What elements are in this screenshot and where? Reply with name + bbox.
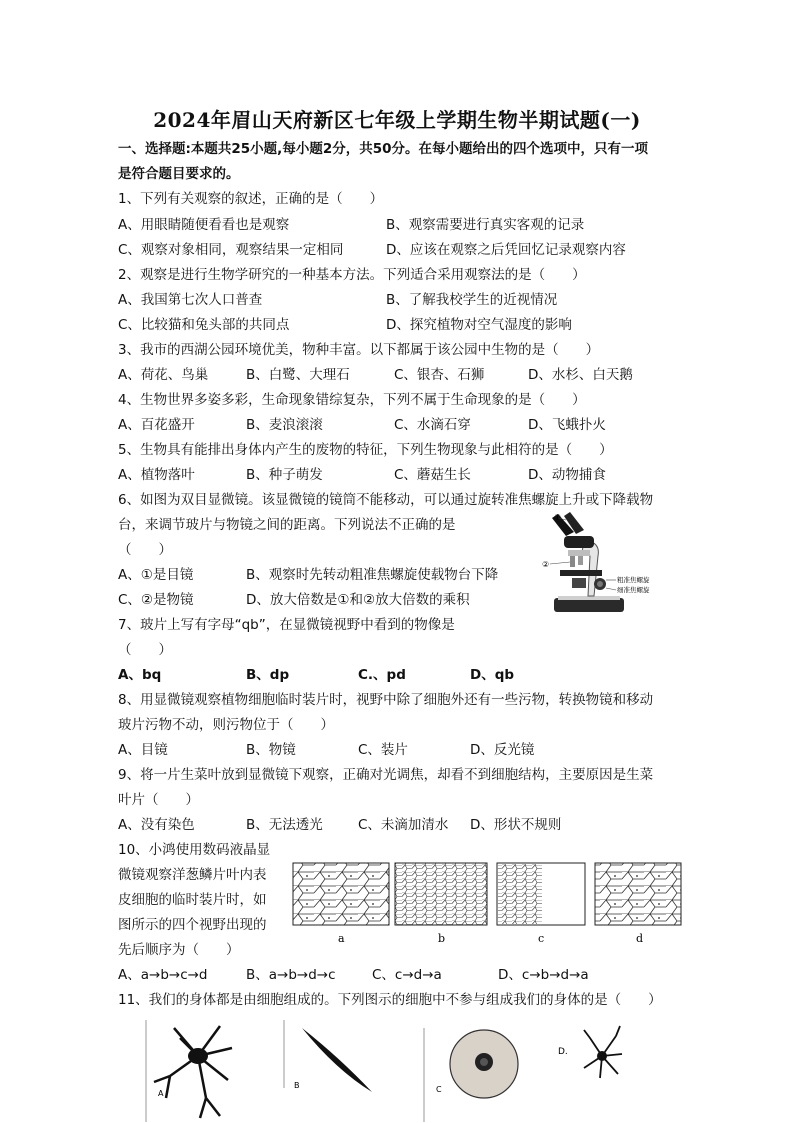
q4-option-a[interactable]: A、百花盛开 xyxy=(118,417,195,433)
label-1: ① xyxy=(554,513,562,522)
q1-option-d[interactable]: D、应该在观察之后凭回忆记录观察内容 xyxy=(386,242,626,258)
q8-stem-line2: 玻片污物不动，则污物位于（ ） xyxy=(118,717,334,733)
q9-option-b[interactable]: B、无法透光 xyxy=(246,817,323,833)
q8-option-d[interactable]: D、反光镜 xyxy=(470,742,535,758)
view-label-d: d xyxy=(636,932,644,945)
q10-stem-line1: 10、小鸿使用数码液晶显 xyxy=(118,842,271,858)
cell-label-c: C xyxy=(436,1085,442,1094)
label-2: ② xyxy=(542,560,550,569)
q10-stem-line5: 先后顺序为（ ） xyxy=(118,942,240,958)
q3-option-b[interactable]: B、白鹭、大理石 xyxy=(246,367,350,383)
q6-option-c[interactable]: C、②是物镜 xyxy=(118,592,194,608)
q3-stem: 3、我市的西湖公园环境优美，物种丰富。以下都属于该公园中生物的是（ ） xyxy=(118,342,600,358)
q8-option-b[interactable]: B、物镜 xyxy=(246,742,296,758)
label-fine-focus: 细准焦螺旋 xyxy=(617,586,650,594)
section-heading-line2: 是符合题目要求的。 xyxy=(118,166,240,182)
q6-option-d[interactable]: D、放大倍数是①和②放大倍数的乘积 xyxy=(246,592,470,608)
q10-stem-line4: 图所示的四个视野出现的 xyxy=(118,917,267,933)
cell-b-muscle xyxy=(284,1020,372,1092)
q2-option-b[interactable]: B、了解我校学生的近视情况 xyxy=(386,292,558,308)
q1-option-b[interactable]: B、观察需要进行真实客观的记录 xyxy=(386,217,585,233)
q6-answer-paren: （ ） xyxy=(118,542,172,558)
view-b xyxy=(395,863,487,925)
q9-option-d[interactable]: D、形状不规则 xyxy=(470,817,562,833)
q7-option-a[interactable]: A、bq xyxy=(118,667,162,683)
cell-c-round xyxy=(424,1028,518,1122)
cell-label-b: B xyxy=(294,1081,300,1090)
objective-lens xyxy=(570,556,575,567)
q11-stem: 11、我们的身体都是由细胞组成的。下列图示的细胞中不参与组成我们的身体的是（ ） xyxy=(118,992,662,1008)
q6-stem-line2: 台，来调节玻片与物镜之间的距离。下列说法不正确的是 xyxy=(118,517,456,533)
q8-option-a[interactable]: A、目镜 xyxy=(118,742,168,758)
q5-stem: 5、生物具有能排出身体内产生的废物的特征，下列生物现象与此相符的是（ ） xyxy=(118,442,613,458)
q8-stem-line1: 8、用显微镜观察植物细胞临时装片时，视野中除了细胞外还有一些污物，转换物镜和移动 xyxy=(118,692,654,708)
q4-stem: 4、生物世界多姿多彩，生命现象错综复杂，下列不属于生命现象的是（ ） xyxy=(118,392,586,408)
q3-option-d[interactable]: D、水杉、白天鹅 xyxy=(528,367,633,383)
q7-option-c[interactable]: C.、pd xyxy=(358,667,406,683)
fine-focus-knob xyxy=(597,581,603,587)
view-label-a: a xyxy=(338,932,345,945)
view-label-c: c xyxy=(538,932,545,945)
view-label-b: b xyxy=(438,932,446,945)
cell-d-small-neuron xyxy=(558,1026,622,1078)
q3-option-c[interactable]: C、银杏、石狮 xyxy=(394,367,485,383)
q4-option-b[interactable]: B、麦浪滚滚 xyxy=(246,417,323,433)
view-a xyxy=(293,863,389,925)
q10-stem-line3: 皮细胞的临时装片时，如 xyxy=(118,892,267,908)
microscope-base xyxy=(554,598,624,612)
q9-stem-line2: 叶片（ ） xyxy=(118,792,199,808)
q6-option-a[interactable]: A、①是目镜 xyxy=(118,567,194,583)
q3-option-a[interactable]: A、荷花、鸟巢 xyxy=(118,367,209,383)
label-coarse-focus: 粗准焦螺旋 xyxy=(617,576,650,584)
q9-option-a[interactable]: A、没有染色 xyxy=(118,817,195,833)
q5-option-b[interactable]: B、种子萌发 xyxy=(246,467,323,483)
cell-label-d: D. xyxy=(558,1047,568,1057)
q2-option-d[interactable]: D、探究植物对空气湿度的影响 xyxy=(386,317,572,333)
q2-stem: 2、观察是进行生物学研究的一种基本方法。下列适合采用观察法的是（ ） xyxy=(118,267,586,283)
q1-option-c[interactable]: C、观察对象相同，观察结果一定相同 xyxy=(118,242,344,258)
q1-option-a[interactable]: A、用眼睛随便看看也是观察 xyxy=(118,217,290,233)
cell-types-figure xyxy=(140,1018,660,1123)
q4-option-d[interactable]: D、飞蛾扑火 xyxy=(528,417,606,433)
q6-stem-line1: 6、如图为双目显微镜。该显微镜的镜筒不能移动，可以通过旋转准焦螺旋上升或下降载物 xyxy=(118,492,654,508)
q10-option-b[interactable]: B、a→b→d→c xyxy=(246,967,336,983)
q8-option-c[interactable]: C、装片 xyxy=(358,742,408,758)
microscope-figure xyxy=(536,512,666,618)
q4-option-c[interactable]: C、水滴石穿 xyxy=(394,417,471,433)
q1-stem: 1、下列有关观察的叙述，正确的是（ ） xyxy=(118,191,384,207)
q7-answer-paren: （ ） xyxy=(118,642,172,658)
q2-option-a[interactable]: A、我国第七次人口普查 xyxy=(118,292,263,308)
q10-option-c[interactable]: C、c→d→a xyxy=(372,967,442,983)
q7-stem: 7、玻片上写有字母“qb”，在显微镜视野中看到的物像是 xyxy=(118,617,455,633)
q5-option-a[interactable]: A、植物落叶 xyxy=(118,467,195,483)
q10-option-a[interactable]: A、a→b→c→d xyxy=(118,967,208,983)
q9-option-c[interactable]: C、未滴加清水 xyxy=(358,817,449,833)
cell-label-a: A xyxy=(158,1089,164,1098)
view-d xyxy=(595,863,681,925)
cell-a-neuron xyxy=(146,1020,232,1122)
onion-cell-views-figure xyxy=(292,858,682,950)
q5-option-d[interactable]: D、动物捕食 xyxy=(528,467,606,483)
q10-option-d[interactable]: D、c→b→d→a xyxy=(498,967,589,983)
q7-option-d[interactable]: D、qb xyxy=(470,667,515,683)
q2-option-c[interactable]: C、比较猫和兔头部的共同点 xyxy=(118,317,290,333)
q6-option-b[interactable]: B、观察时先转动粗准焦螺旋使载物台下降 xyxy=(246,567,499,583)
q5-option-c[interactable]: C、蘑菇生长 xyxy=(394,467,471,483)
page-title: 2024年眉山天府新区七年级上学期生物半期试题(一) xyxy=(153,108,641,132)
q9-stem-line1: 9、将一片生菜叶放到显微镜下观察，正确对光调焦，却看不到细胞结构，主要原因是生菜 xyxy=(118,767,654,783)
q7-option-b[interactable]: B、dp xyxy=(246,667,290,683)
q10-stem-line2: 微镜观察洋葱鳞片叶内表 xyxy=(118,867,267,883)
section-heading-line1: 一、选择题:本题共25小题,每小题2分，共50分。在每小题给出的四个选项中，只有一项 xyxy=(118,141,648,157)
